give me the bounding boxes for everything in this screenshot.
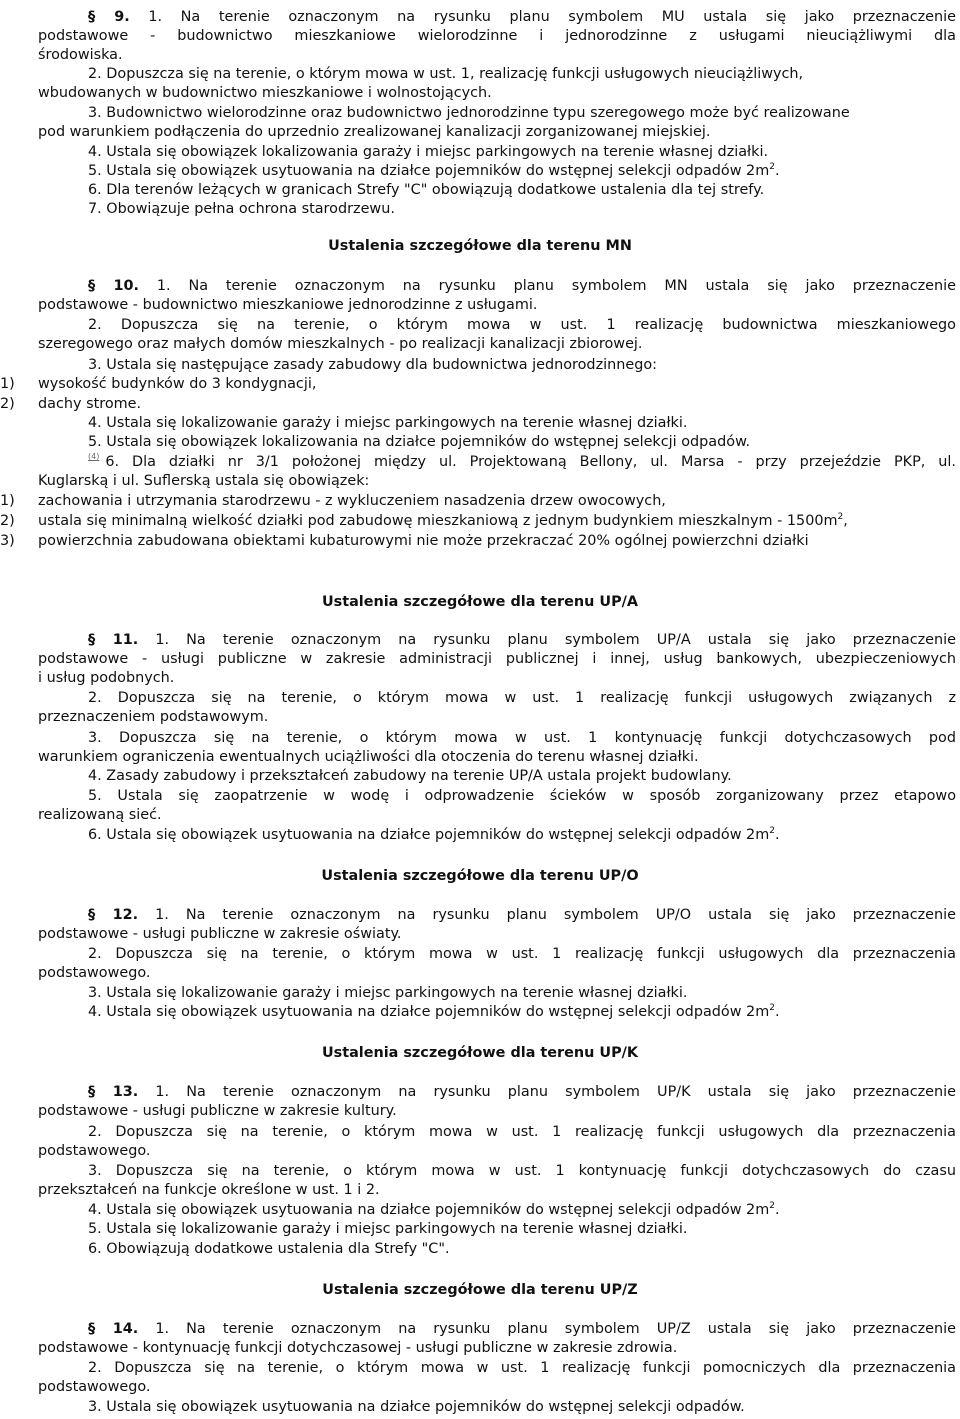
text-line: [38, 1102, 956, 1121]
line-text: podstawowe - kontynuację funkcji dotychczasowej - usługi publiczne w zakresie zdrowia.: [38, 1340, 678, 1356]
line-text: Kuglarską i ul. Suflerską ustala się obowiązek:: [38, 473, 370, 489]
line-text: podstawowego.: [38, 1143, 151, 1159]
line-text: 3. Ustala się obowiązek usytuowania na działce pojemników do wstępnej selekcji odpadów.: [88, 1399, 745, 1415]
text-line: [0, 375, 956, 394]
text-line: [38, 84, 956, 103]
text-line: [88, 1123, 956, 1142]
text-line: [88, 729, 956, 748]
text-line: [38, 1181, 956, 1200]
section-heading: Ustalenia szczegółowe dla terenu UP/O: [321, 868, 639, 884]
text-line: [88, 1220, 956, 1239]
text-line: [88, 945, 956, 964]
superscript: 2: [769, 1201, 775, 1211]
line-text: realizowaną sieć.: [38, 807, 162, 823]
text-line: [38, 1142, 956, 1161]
text-line: [38, 964, 956, 983]
line-text: 5. Ustala się obowiązek lokalizowania na działce pojemników do wstępnej selekcji odpadów.: [88, 434, 751, 450]
line-text: 5. Ustala się obowiązek usytuowania na działce pojemników do wstępnej selekcji odpadów 2m: [88, 163, 770, 179]
line-text: szeregowego oraz małych domów mieszkalnych - po realizacji kanalizacji zbiorowej.: [38, 336, 643, 352]
text-line: [38, 708, 956, 727]
text-line: [88, 1162, 956, 1181]
text-line: [0, 512, 956, 531]
section-heading: Ustalenia szczegółowe dla terenu UP/Z: [322, 1282, 638, 1298]
text-line: [38, 296, 956, 315]
line-text: 2. Dopuszcza się na terenie, o którym mowa w ust. 1 realizację funkcji usługowych dla przeznaczenia: [88, 946, 956, 962]
superscript: 2: [769, 1003, 775, 1013]
line-text: 2. Dopuszcza się na terenie, o którym mowa w ust. 1 realizację funkcji pomocniczych dla przeznaczenia: [88, 1360, 956, 1376]
section-heading: Ustalenia szczegółowe dla terenu UP/A: [321, 594, 639, 610]
line-text: 3. Budownictwo wielorodzinne oraz budownictwo jednorodzinne typu szeregowego może być realizowane: [88, 105, 850, 121]
line-text: 1. Na terenie oznaczonym na rysunku planu symbolem UP/O ustala się jako przeznaczenie: [138, 907, 956, 923]
paragraph-number: § 12.: [88, 907, 139, 923]
footnote-ref: (4): [88, 452, 100, 461]
line-text: 7. Obowiązuje pełna ochrona starodrzewu.: [88, 201, 395, 217]
line-text: 2. Dopuszcza się na terenie, o którym mowa w ust. 1, realizację funkcji usługowych nieuciążliwych,: [88, 66, 804, 82]
text-line: [88, 984, 956, 1003]
line-text: przeznaczeniem podstawowym.: [38, 709, 269, 725]
text-line: [88, 689, 956, 708]
text-line: [88, 414, 956, 433]
line-text: 4. Ustala się obowiązek lokalizowania garaży i miejsc parkingowych na terenie własnej działki.: [88, 144, 769, 160]
text-line: [88, 1240, 956, 1259]
superscript: 2: [837, 512, 844, 522]
text-line: [38, 27, 956, 46]
line-tail: .: [774, 1202, 780, 1218]
text-line: [88, 453, 956, 472]
line-text: 6. Ustala się obowiązek usytuowania na działce pojemników do wstępnej selekcji odpadów 2m: [88, 827, 770, 843]
text-line: [88, 316, 956, 335]
text-line: [0, 395, 956, 414]
text-line: [88, 104, 956, 123]
list-number: 1): [0, 493, 15, 509]
paragraph-number: § 14.: [88, 1321, 139, 1337]
line-text: środowiska.: [38, 47, 123, 63]
text-line: [38, 472, 956, 491]
text-line: [0, 492, 956, 511]
superscript: 2: [769, 826, 775, 836]
line-text: 2. Dopuszcza się na terenie, o którym mowa w ust. 1 realizację funkcji usługowych dla przeznaczenia: [88, 1124, 956, 1140]
line-tail: .: [774, 1004, 780, 1020]
line-text: podstawowe - usługi publiczne w zakresie oświaty.: [38, 926, 402, 942]
list-number: 3): [0, 533, 15, 549]
text-line: [88, 1359, 956, 1378]
line-text: 5. Ustala się lokalizowanie garaży i miejsc parkingowych na terenie własnej działki.: [88, 1221, 688, 1237]
text-line: [38, 748, 956, 767]
text-line: [88, 906, 956, 925]
line-text: 6. Dla działki nr 3/1 położonej między ul. Projektowaną Bellony, ul. Marsa - przy przejeździe PKP, ul.: [105, 454, 956, 470]
text-line: [88, 433, 956, 452]
line-text: ustala się minimalną wielkość działki pod zabudowę mieszkaniową z jednym budynkiem mieszkalnym - 1500m: [38, 513, 838, 529]
line-text: podstawowe - budownictwo mieszkaniowe jednorodzinne z usługami.: [38, 297, 538, 313]
text-line: [38, 650, 956, 669]
line-text: 3. Dopuszcza się na terenie, o którym mowa w ust. 1 kontynuację funkcji dotychczasowych do czasu: [88, 1163, 956, 1179]
line-tail: ,: [843, 513, 848, 529]
text-line: [88, 200, 956, 219]
text-line: [88, 65, 956, 84]
line-text: podstawowe - usługi publiczne w zakresie kultury.: [38, 1103, 397, 1119]
line-text: i usług podobnych.: [38, 670, 175, 686]
text-line: [88, 631, 956, 650]
line-text: 2. Dopuszcza się na terenie, o którym mowa w ust. 1 realizację funkcji usługowych związanych z: [88, 690, 956, 706]
text-line: [38, 335, 956, 354]
line-text: pod warunkiem podłączenia do uprzednio zrealizowanej kanalizacji zorganizowanej miejskiej.: [38, 124, 711, 140]
text-line: [88, 1083, 956, 1102]
line-text: 1. Na terenie oznaczonym na rysunku planu symbolem UP/K ustala się jako przeznaczenie: [138, 1084, 956, 1100]
line-text: dachy strome.: [38, 396, 142, 412]
text-line: [88, 181, 956, 200]
line-text: 1. Na terenie oznaczonym na rysunku planu symbolem UP/Z ustala się jako przeznaczenie: [138, 1321, 956, 1337]
line-tail: .: [774, 827, 780, 843]
paragraph-number: § 10.: [88, 278, 139, 294]
paragraph-number: § 9.: [88, 9, 130, 25]
text-line: [88, 1003, 956, 1022]
line-text: powierzchnia zabudowana obiektami kubaturowymi nie może przekraczać 20% ogólnej powierzchni działki: [38, 533, 809, 549]
list-number: 2): [0, 513, 15, 529]
superscript: 2: [769, 162, 775, 172]
line-text: 4. Ustala się lokalizowanie garaży i miejsc parkingowych na terenie własnej działki.: [88, 415, 688, 431]
text-line: [88, 1320, 956, 1339]
line-text: podstawowe - usługi publiczne w zakresie administracji publicznej i innej, usług bankowych, ubezpieczeniowych: [38, 651, 956, 667]
line-text: 3. Ustala się lokalizowanie garaży i miejsc parkingowych na terenie własnej działki.: [88, 985, 688, 1001]
line-text: 1. Na terenie oznaczonym na rysunku planu symbolem MU ustala się jako przeznaczenie: [129, 9, 956, 25]
line-text: 5. Ustala się zaopatrzenie w wodę i odprowadzenie ścieków w sposób zorganizowany przez etapowo: [88, 788, 956, 804]
text-line: [88, 1398, 956, 1417]
line-text: wysokość budynków do 3 kondygnacji,: [38, 376, 317, 392]
line-text: warunkiem ograniczenia ewentualnych uciążliwości dla otoczenia do terenu własnej działki.: [38, 749, 699, 765]
line-text: 6. Obowiązują dodatkowe ustalenia dla Strefy "C".: [88, 1241, 450, 1257]
text-line: [38, 806, 956, 825]
line-text: 6. Dla terenów leżących w granicach Strefy "C" obowiązują dodatkowe ustalenia dla tej strefy.: [88, 182, 765, 198]
section-heading: Ustalenia szczegółowe dla terenu MN: [328, 238, 632, 254]
line-text: 1. Na terenie oznaczonym na rysunku planu symbolem UP/A ustala się jako przeznaczenie: [138, 632, 956, 648]
section-heading: Ustalenia szczegółowe dla terenu UP/K: [321, 1045, 639, 1061]
text-line: [38, 46, 956, 65]
text-line: [0, 532, 956, 551]
text-line: [38, 1339, 956, 1358]
text-line: [88, 787, 956, 806]
text-line: [88, 143, 956, 162]
list-number: 2): [0, 396, 15, 412]
text-line: [88, 1201, 956, 1220]
line-text: 4. Zasady zabudowy i przekształceń zabudowy na terenie UP/A ustala projekt budowlany.: [88, 768, 732, 784]
paragraph-number: § 13.: [88, 1084, 139, 1100]
line-text: podstawowego.: [38, 965, 151, 981]
text-line: [38, 123, 956, 142]
text-line: [88, 162, 956, 181]
line-text: podstawowego.: [38, 1379, 151, 1395]
line-text: 4. Ustala się obowiązek usytuowania na działce pojemników do wstępnej selekcji odpadów 2m: [88, 1202, 770, 1218]
list-number: 1): [0, 376, 15, 392]
text-line: [38, 925, 956, 944]
line-text: podstawowe - budownictwo mieszkaniowe wielorodzinne i jednorodzinne z usługami nieuciążliwymi dla: [38, 28, 956, 44]
line-text: wbudowanych w budownictwo mieszkaniowe i wolnostojących.: [38, 85, 492, 101]
text-line: [88, 8, 956, 27]
paragraph-number: § 11.: [88, 632, 139, 648]
text-line: [88, 356, 956, 375]
text-line: [88, 767, 956, 786]
line-text: przekształceń na funkcje określone w ust. 1 i 2.: [38, 1182, 380, 1198]
line-text: 1. Na terenie oznaczonym na rysunku planu symbolem MN ustala się jako przeznaczenie: [139, 278, 956, 294]
text-line: [38, 1378, 956, 1397]
line-text: 3. Ustala się następujące zasady zabudowy dla budownictwa jednorodzinnego:: [88, 357, 658, 373]
line-text: zachowania i utrzymania starodrzewu - z wykluczeniem nasadzenia drzew owocowych,: [38, 493, 666, 509]
text-line: [88, 277, 956, 296]
line-text: 2. Dopuszcza się na terenie, o którym mowa w ust. 1 realizację budownictwa mieszkaniowego: [88, 317, 956, 333]
line-tail: .: [774, 163, 780, 179]
text-line: [38, 669, 956, 688]
line-text: 3. Dopuszcza się na terenie, o którym mowa w ust. 1 kontynuację funkcji dotychczasowych pod: [88, 730, 956, 746]
line-text: 4. Ustala się obowiązek usytuowania na działce pojemników do wstępnej selekcji odpadów 2m: [88, 1004, 770, 1020]
text-line: [88, 826, 956, 845]
